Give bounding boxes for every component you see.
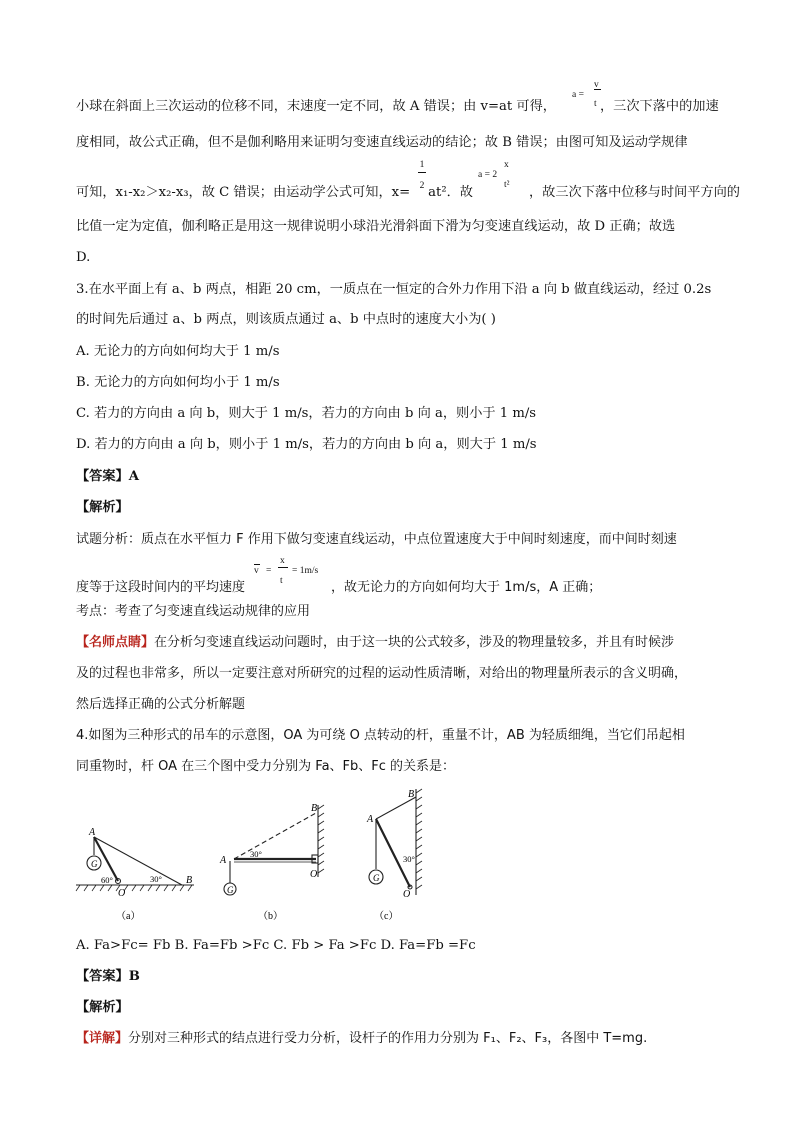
q4-stem-line2: 同重物时，杆 OA 在三个图中受力分别为 Fa、Fb、Fc 的关系是：	[76, 759, 456, 774]
p1-line1-tail: ，三次下落中的加速	[600, 99, 719, 114]
p1-line4: 比值一定为定值，伽利略正是用这一规律说明小球沿光滑斜面下滑为匀变速直线运动，故 D 正确；故选	[76, 219, 676, 234]
svg-text:60°: 60°	[101, 875, 113, 885]
figure-b	[224, 805, 324, 895]
q4-detail: 【详解】分别对三种形式的结点进行受力分析，设杆子的作用力分别为 F₁、F₂、F₃，各图中 T=mg.	[76, 1031, 648, 1046]
q3-mingshi-line1: 【名师点睛】在分析匀变速直线运动问题时，由于这一块的公式较多，涉及的物理量较多，并且有时候涉	[76, 635, 675, 650]
q3-stem-line1: 3.在水平面上有 a、b 两点，相距 20 cm，一质点在一恒定的合外力作用下沿 a 向 b 做直线运动，经过 0.2s	[76, 282, 712, 297]
svg-text:（a）: （a）	[116, 911, 141, 922]
q3-answer: 【答案】A	[76, 469, 139, 484]
q3-kaodian: 考点：考查了匀变速直线运动规律的应用	[76, 604, 311, 619]
q3-analysis-line1: 试题分析：质点在水平恒力 F 作用下做匀变速直线运动，中点位置速度大于中间时刻速度，而中间时刻速	[76, 532, 677, 547]
p1-line1	[76, 98, 556, 116]
p1-line3: 可知，x₁-x₂＞x₂-x₃，故 C 错误；由运动学公式可知，x= at²．故 ，故三次下落中位移与时间平方向的	[76, 185, 740, 200]
p1-line5: D.	[76, 250, 91, 265]
svg-text:（c）: （c）	[374, 911, 399, 922]
formula-a-2x-over-t2: x a = 2 t²	[478, 160, 510, 190]
svg-text:B: B	[408, 789, 415, 800]
svg-text:（b）: （b）	[258, 911, 283, 922]
svg-text:30°: 30°	[250, 849, 262, 859]
q3-stem-line2: 的时间先后通过 a、b 两点，则该质点通过 a、b 中点时的速度大小为( )	[76, 312, 496, 327]
p1-line2: 度相同，故公式正确，但不是伽利略用来证明匀变速直线运动的结论；故 B 错误；由图可知及运动学规律	[76, 135, 688, 150]
svg-text:A: A	[367, 814, 374, 825]
svg-text:G: G	[227, 885, 234, 895]
q3-analysis-label: 【解析】	[76, 500, 129, 515]
formula-one-half: 1 2	[419, 160, 425, 191]
q3-option-a: A. 无论力的方向如何均大于 1 m/s	[76, 344, 280, 359]
svg-text:O: O	[118, 888, 126, 899]
svg-text:O: O	[310, 869, 318, 880]
svg-text:A: A	[220, 855, 227, 866]
q4-analysis-label: 【解析】	[76, 1000, 129, 1015]
formula-a-v-over-t: v a = t	[572, 80, 612, 120]
q4-answer: 【答案】B	[76, 969, 140, 984]
crane-diagrams	[70, 785, 430, 930]
svg-text:G: G	[373, 873, 380, 883]
svg-text:30°: 30°	[150, 874, 162, 884]
formula-average-velocity: v = x t = 1m/s	[254, 556, 319, 586]
q3-mingshi-line2: 及的过程也非常多，所以一定要注意对所研究的过程的运动性质清晰，对给出的物理量所表示的含义明确，	[76, 666, 688, 681]
q3-analysis-line2: 度等于这段时间内的平均速度 ，故无论力的方向如何均大于 1m/s，A 正确；	[76, 580, 602, 595]
svg-text:B: B	[186, 875, 193, 886]
q4-stem-line1: 4.如图为三种形式的吊车的示意图，OA 为可绕 O 点转动的杆，重量不计，AB 为轻质细绳，当它们吊起相	[76, 728, 685, 743]
q3-option-b: B. 无论力的方向如何均小于 1 m/s	[76, 375, 280, 390]
svg-text:G: G	[91, 859, 98, 869]
q4-options: A. Fa>Fc= Fb B. Fa=Fb >Fc C. Fb > Fa >Fc D. Fa=Fb =Fc	[76, 938, 476, 953]
svg-text:A: A	[89, 827, 96, 838]
svg-text:30°: 30°	[403, 854, 415, 864]
q3-mingshi-line3: 然后选择正确的公式分析解题	[76, 697, 246, 712]
svg-text:O: O	[403, 889, 411, 900]
q3-option-c: C. 若力的方向由 a 向 b，则大于 1 m/s，若力的方向由 b 向 a，则小于 1 m/s	[76, 406, 537, 421]
p1-line1-text-a: 小球在斜面上三次运动的位移不同，末速度一定不同，故 A 错误；由 v=at 可得，	[76, 99, 556, 114]
svg-text:B: B	[311, 803, 318, 814]
q3-option-d: D. 若力的方向由 a 向 b，则小于 1 m/s，若力的方向由 b 向 a，则大于 1 m/s	[76, 437, 537, 452]
